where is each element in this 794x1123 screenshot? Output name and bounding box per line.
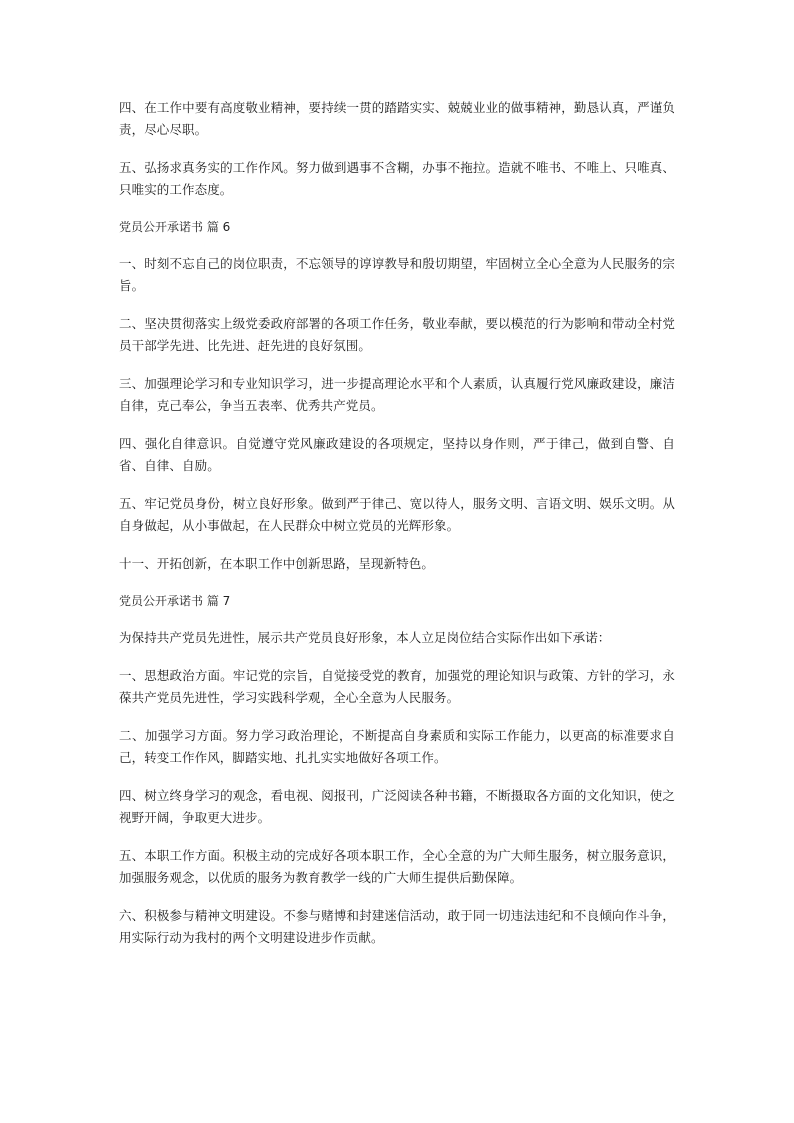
paragraph: 一、思想政治方面。牢记党的宗旨，自觉接受党的教育，加强党的理论知识与政策、方针的学习，永葆共产党员先进性，学习实践科学观，全心全意为人民服务。 bbox=[119, 668, 675, 705]
paragraph: 五、牢记党员身份，树立良好形象。做到严于律己、宽以待人，服务文明、言语文明、娱乐文明。从自身做起，从小事做起，在人民群众中树立党员的光辉形象。 bbox=[119, 496, 675, 533]
paragraph: 四、在工作中要有高度敬业精神，要持续一贯的踏踏实实、兢兢业业的做事精神，勤恳认真，严谨负责，尽心尽职。 bbox=[119, 100, 675, 137]
section-heading: 党员公开承诺书 篇 7 bbox=[119, 594, 231, 608]
paragraph: 五、弘扬求真务实的工作作风。努力做到遇事不含糊，办事不拖拉。造就不唯书、不唯上、只唯真、只唯实的工作态度。 bbox=[119, 160, 675, 197]
section-heading: 党员公开承诺书 篇 6 bbox=[119, 220, 231, 234]
paragraph: 二、坚决贯彻落实上级党委政府部署的各项工作任务，敬业奉献，要以模范的行为影响和带动全村党员干部学先进、比先进、赶先进的良好氛围。 bbox=[119, 316, 675, 353]
paragraph: 为保持共产党员先进性，展示共产党员良好形象，本人立足岗位结合实际作出如下承诺： bbox=[119, 630, 611, 645]
paragraph: 四、树立终身学习的观念，看电视、阅报刊，广泛阅读各种书籍，不断摄取各方面的文化知识，使之视野开阔，争取更大进步。 bbox=[119, 788, 675, 825]
paragraph: 十一、开拓创新，在本职工作中创新思路，呈现新特色。 bbox=[119, 556, 435, 571]
paragraph: 一、时刻不忘自己的岗位职责，不忘领导的谆谆教导和殷切期望，牢固树立全心全意为人民服务的宗旨。 bbox=[119, 256, 675, 293]
paragraph: 三、加强理论学习和专业知识学习，进一步提高理论水平和个人素质，认真履行党风廉政建设，廉洁自律，克己奉公，争当五表率、优秀共产党员。 bbox=[119, 376, 675, 413]
document-body bbox=[119, 97, 675, 965]
paragraph: 六、积极参与精神文明建设。不参与赌博和封建迷信活动，敢于同一切违法违纪和不良倾向作斗争，用实际行动为我村的两个文明建设进步作贡献。 bbox=[119, 908, 675, 945]
paragraph: 二、加强学习方面。努力学习政治理论，不断提高自身素质和实际工作能力，以更高的标准要求自己，转变工作作风，脚踏实地、扎扎实实地做好各项工作。 bbox=[119, 728, 675, 765]
paragraph: 五、本职工作方面。积极主动的完成好各项本职工作，全心全意的为广大师生服务，树立服务意识，加强服务观念，以优质的服务为教育教学一线的广大师生提供后勤保障。 bbox=[119, 848, 675, 885]
paragraph: 四、强化自律意识。自觉遵守党风廉政建设的各项规定，坚持以身作则，严于律己，做到自警、自省、自律、自励。 bbox=[119, 436, 675, 473]
